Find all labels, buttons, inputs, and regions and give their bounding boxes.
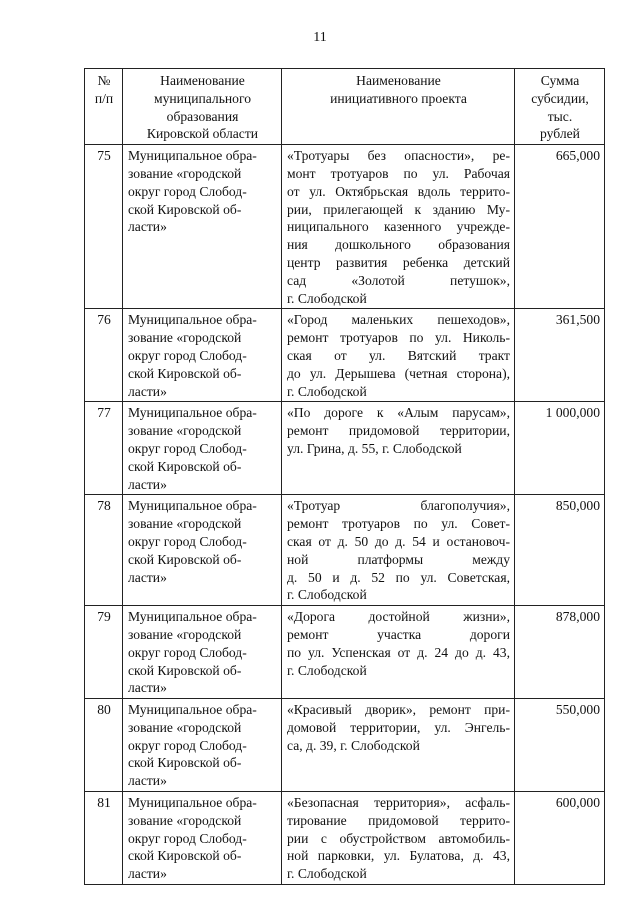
municipality-name: Муниципальное обра- зование «городской округ город Слобод- ской Кировской об- ласти» — [123, 792, 282, 885]
project-name: «Безопасная территория», асфаль- тирование придомовой террито- рии с обустройством автомобиль- ной парковки, ул. Булатова, д. 43, г. Слободской — [282, 792, 515, 885]
subsidy-amount: 850,000 — [515, 495, 605, 606]
municipality-name: Муниципальное обра- зование «городской округ город Слобод- ской Кировской об- ласти» — [123, 606, 282, 699]
page-number: 11 — [313, 30, 327, 45]
row-number: 80 — [85, 699, 123, 792]
header-sum: Сумма субсидии, тыс. рублей — [515, 69, 605, 145]
subsidy-amount: 550,000 — [515, 699, 605, 792]
project-name: «Тротуар благополучия», ремонт тротуаров по ул. Совет- ская от д. 50 до д. 54 и остановоч- ной платформы между д. 50 и д. 52 по ул. Советская, г. Слободской — [282, 495, 515, 606]
table-row — [85, 606, 605, 699]
municipality-name: Муниципальное обра- зование «городской округ город Слобод- ской Кировской об- ласти» — [123, 699, 282, 792]
subsidy-amount: 1 000,000 — [515, 402, 605, 495]
row-number: 78 — [85, 495, 123, 606]
table-row — [85, 145, 605, 309]
row-number: 81 — [85, 792, 123, 885]
subsidy-amount: 361,500 — [515, 309, 605, 402]
municipality-name: Муниципальное обра- зование «городской округ город Слобод- ской Кировской об- ласти» — [123, 495, 282, 606]
table-row — [85, 402, 605, 495]
row-number: 76 — [85, 309, 123, 402]
row-number: 75 — [85, 145, 123, 309]
header-municipality: Наименование муниципального образования Кировской области — [123, 69, 282, 145]
project-name: «Тротуары без опасности», ре- монт тротуаров по ул. Рабочая от ул. Октябрьская вдоль террито- рии, прилегающей к зданию Му- ниципального казенного учрежде- ния дошкольного образования центр развития ребенка детский сад «Золотой петушок», г. Слободской — [282, 145, 515, 309]
header-num: № п/п — [85, 69, 123, 145]
municipality-name: Муниципальное обра- зование «городской округ город Слобод- ской Кировской об- ласти» — [123, 309, 282, 402]
table-row — [85, 792, 605, 885]
municipality-name: Муниципальное обра- зование «городской округ город Слобод- ской Кировской об- ласти» — [123, 402, 282, 495]
subsidy-amount: 878,000 — [515, 606, 605, 699]
table-row — [85, 699, 605, 792]
table-header-row — [85, 69, 605, 145]
row-number: 79 — [85, 606, 123, 699]
row-number: 77 — [85, 402, 123, 495]
subsidy-amount: 665,000 — [515, 145, 605, 309]
table-row — [85, 309, 605, 402]
subsidy-amount: 600,000 — [515, 792, 605, 885]
header-project: Наименование инициативного проекта — [282, 69, 515, 145]
project-name: «Город маленьких пешеходов», ремонт тротуаров по ул. Николь- ская от ул. Вятский тракт до ул. Дерышева (четная сторона), г. Слободской — [282, 309, 515, 402]
project-name: «По дороге к «Алым парусам», ремонт придомовой территории, ул. Грина, д. 55, г. Слободской — [282, 402, 515, 495]
table-row — [85, 495, 605, 606]
municipality-name: Муниципальное обра- зование «городской округ город Слобод- ской Кировской об- ласти» — [123, 145, 282, 309]
project-name: «Дорога достойной жизни», ремонт участка дороги по ул. Успенская от д. 24 до д. 43, г. Слободской — [282, 606, 515, 699]
project-name: «Красивый дворик», ремонт при- домовой территории, ул. Энгель- са, д. 39, г. Слободской — [282, 699, 515, 792]
subsidy-table — [84, 68, 605, 885]
